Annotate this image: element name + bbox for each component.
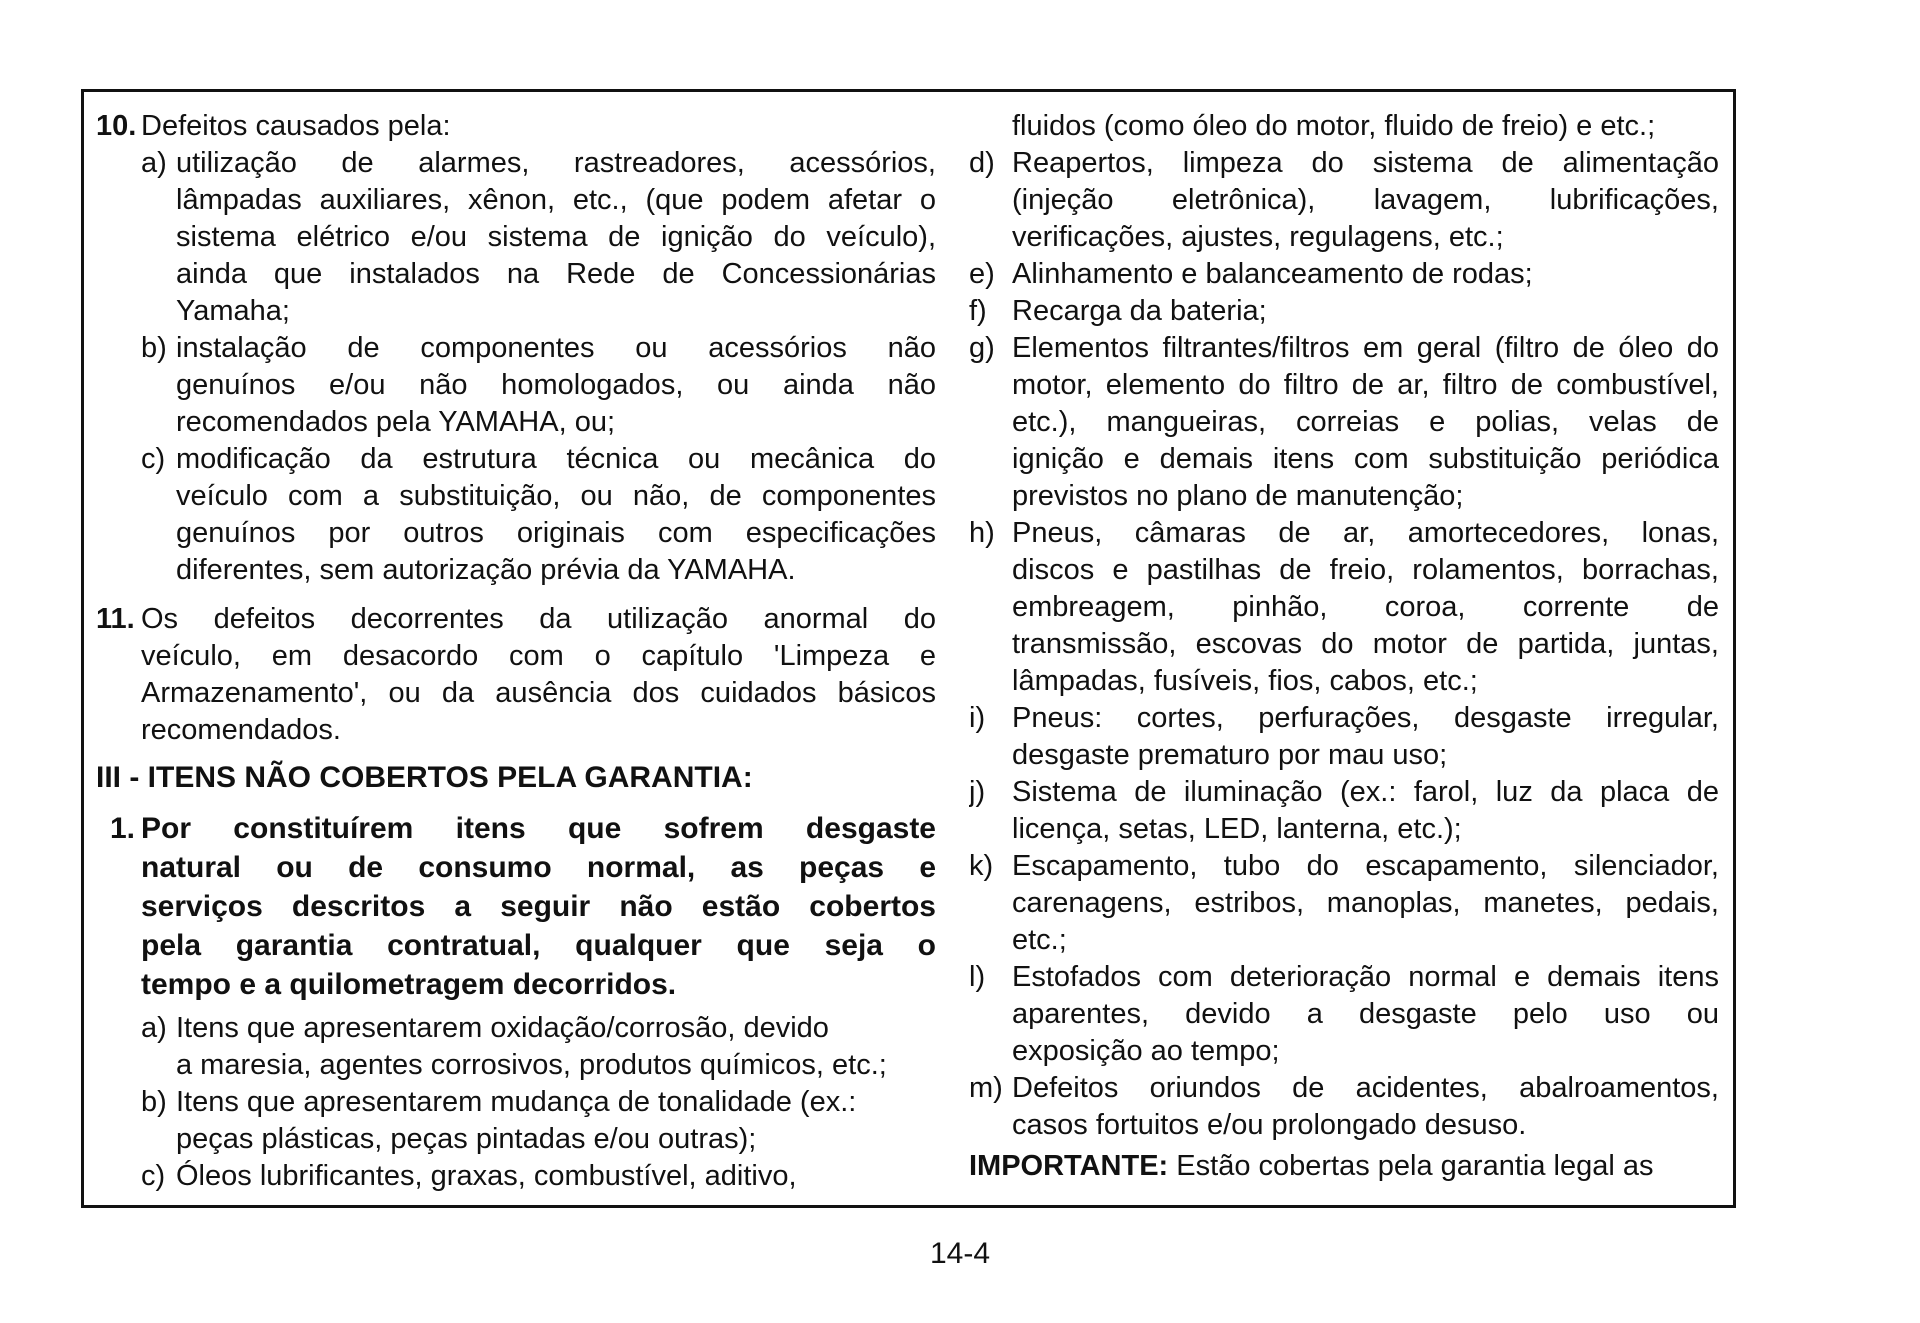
- item-k-line: carenagens, estribos, manoplas, manetes, pedais,: [1012, 887, 1719, 919]
- item-1-b-line: peças plásticas, peças pintadas e/ou outras);: [176, 1123, 757, 1155]
- item-g-line: previstos no plano de manutenção;: [1012, 480, 1464, 512]
- item-1-b-marker: b): [141, 1086, 167, 1118]
- item-11-line: 11. Os defeitos decorrentes da utilização anormal do: [96, 601, 936, 638]
- item-g-line: ignição e demais itens com substituição periódica: [1012, 443, 1719, 475]
- item-l-line: aparentes, devido a desgaste pelo uso ou: [1012, 998, 1719, 1030]
- item-h-marker: h): [969, 517, 995, 549]
- item-10-c-line: veículo com a substituição, ou não, de componentes: [176, 480, 936, 512]
- item-10-a-line: lâmpadas auxiliares, xênon, etc., (que podem afetar o: [176, 184, 936, 216]
- item-10-c-marker: c): [141, 443, 166, 475]
- item-e-line: e) Alinhamento e balanceamento de rodas;: [969, 256, 1719, 293]
- item-10-number: 10.: [96, 110, 137, 142]
- item-10-c-line: c) modificação da estrutura técnica ou mecânica do: [96, 441, 936, 478]
- item-d-line: verificações, ajustes, regulagens, etc.;: [1012, 221, 1504, 253]
- item-d-line: d) Reapertos, limpeza do sistema de alimentação: [969, 145, 1719, 182]
- item-1-c-line: c) Óleos lubrificantes, graxas, combustível, aditivo,: [96, 1158, 936, 1195]
- item-l-line: exposição ao tempo;: [1012, 1035, 1280, 1067]
- item-k-marker: k): [969, 850, 994, 882]
- content-frame: [81, 89, 1736, 1208]
- item-10-c-line: genuínos por outros originais com especificações: [176, 517, 936, 549]
- item-10-a-line: Yamaha;: [176, 295, 290, 327]
- item-10-intro: 10. Defeitos causados pela:: [96, 108, 936, 145]
- item-j-line: j) Sistema de iluminação (ex.: farol, luz da placa de: [969, 774, 1719, 811]
- item-l-line: l) Estofados com deterioração normal e demais itens: [969, 959, 1719, 996]
- item-1-c-marker: c): [141, 1160, 166, 1192]
- item-11-line: veículo, em desacordo com o capítulo 'Limpeza e: [141, 640, 936, 672]
- item-1-line: pela garantia contratual, qualquer que seja o: [141, 929, 936, 962]
- item-m-marker: m): [969, 1072, 1003, 1104]
- right-column: [969, 108, 1719, 1185]
- item-k-line: k) Escapamento, tubo do escapamento, silenciador,: [969, 848, 1719, 885]
- item-10-a-marker: a): [141, 147, 167, 179]
- page-number: 14-4: [929, 1237, 991, 1270]
- item-1-line: tempo e a quilometragem decorridos.: [141, 968, 677, 1001]
- item-d-marker: d): [969, 147, 995, 179]
- item-e-marker: e): [969, 258, 995, 290]
- item-10-b-marker: b): [141, 332, 167, 364]
- item-1-line: 1. Por constituírem itens que sofrem desgaste: [96, 809, 936, 848]
- item-h-line: transmissão, escovas do motor de partida, juntas,: [1012, 628, 1719, 660]
- item-f-line: f) Recarga da bateria;: [969, 293, 1719, 330]
- item-1-a-line: a) Itens que apresentarem oxidação/corrosão, devido: [96, 1010, 936, 1047]
- item-10-b-line: b) instalação de componentes ou acessórios não: [96, 330, 936, 367]
- item-10-a-line: a) utilização de alarmes, rastreadores, acessórios,: [96, 145, 936, 182]
- item-j-marker: j): [969, 776, 986, 808]
- item-1-b-line: b) Itens que apresentarem mudança de tonalidade (ex.:: [96, 1084, 936, 1121]
- item-h-line: h) Pneus, câmaras de ar, amortecedores, lonas,: [969, 515, 1719, 552]
- item-i-marker: i): [969, 702, 986, 734]
- item-h-line: lâmpadas, fusíveis, fios, cabos, etc.;: [1012, 665, 1478, 697]
- continuation-line: fluidos (como óleo do motor, fluido de freio) e etc.;: [1012, 110, 1656, 142]
- item-10-b-line: recomendados pela YAMAHA, ou;: [176, 406, 616, 438]
- item-1-number: 1.: [110, 812, 136, 845]
- item-11-number: 11.: [96, 603, 135, 635]
- item-m-line: casos fortuitos e/ou prolongado desuso.: [1012, 1109, 1527, 1141]
- item-10-c-line: diferentes, sem autorização prévia da YAMAHA.: [176, 554, 796, 586]
- item-g-line: g) Elementos filtrantes/filtros em geral (filtro de óleo do: [969, 330, 1719, 367]
- item-10-a-line: sistema elétrico e/ou sistema de ignição do veículo),: [176, 221, 936, 253]
- left-column: [96, 108, 936, 1195]
- important-note: IMPORTANTE: Estão cobertas pela garantia legal as: [969, 1150, 1654, 1182]
- item-10-b-line: genuínos e/ou não homologados, ou ainda não: [176, 369, 936, 401]
- item-1-line: natural ou de consumo normal, as peças e: [141, 851, 936, 884]
- item-j-line: licença, setas, LED, lanterna, etc.);: [1012, 813, 1462, 845]
- important-label: IMPORTANTE:: [969, 1150, 1169, 1182]
- item-1-a-marker: a): [141, 1012, 167, 1044]
- item-10-a-line: ainda que instalados na Rede de Concessionárias: [176, 258, 936, 290]
- item-m-line: m) Defeitos oriundos de acidentes, abalroamentos,: [969, 1070, 1719, 1107]
- item-i-line: i) Pneus: cortes, perfurações, desgaste irregular,: [969, 700, 1719, 737]
- item-i-line: desgaste prematuro por mau uso;: [1012, 739, 1448, 771]
- item-h-line: embreagem, pinhão, coroa, corrente de: [1012, 591, 1719, 623]
- item-g-line: motor, elemento do filtro de ar, filtro de combustível,: [1012, 369, 1719, 401]
- item-l-marker: l): [969, 961, 986, 993]
- item-1-line: serviços descritos a seguir não estão cobertos: [141, 890, 936, 923]
- item-11-line: Armazenamento', ou da ausência dos cuidados básicos: [141, 677, 936, 709]
- item-11-line: recomendados.: [141, 714, 341, 746]
- item-d-line: (injeção eletrônica), lavagem, lubrificações,: [1012, 184, 1719, 216]
- item-h-line: discos e pastilhas de freio, rolamentos, borrachas,: [1012, 554, 1719, 586]
- item-f-marker: f): [969, 295, 987, 327]
- item-1-a-line: a maresia, agentes corrosivos, produtos químicos, etc.;: [176, 1049, 887, 1081]
- item-g-line: etc.), mangueiras, correias e polias, velas de: [1012, 406, 1719, 438]
- item-k-line: etc.;: [1012, 924, 1067, 956]
- item-g-marker: g): [969, 332, 995, 364]
- section-heading: III - ITENS NÃO COBERTOS PELA GARANTIA:: [96, 761, 753, 794]
